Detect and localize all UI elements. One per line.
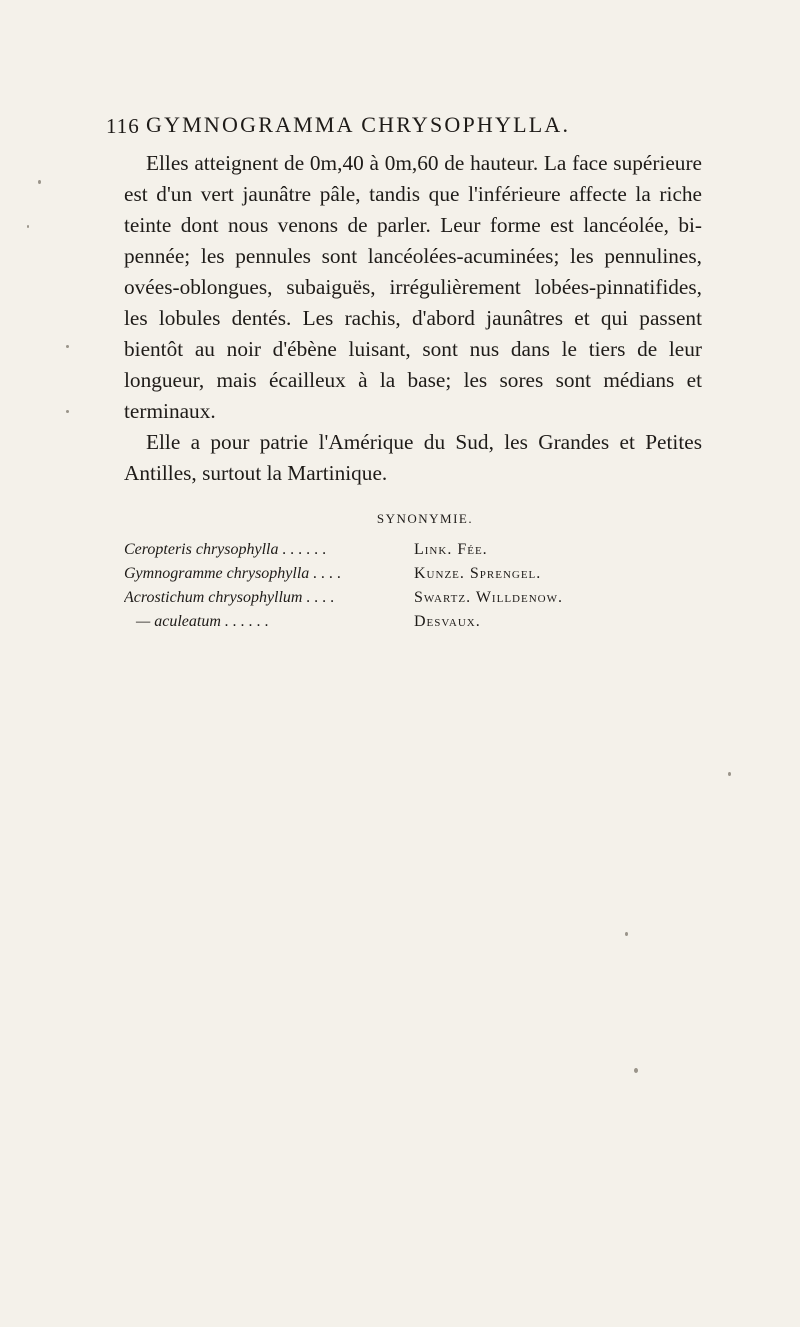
paper-speck — [634, 1068, 638, 1073]
synonym-authors: Swartz. Willdenow. — [414, 589, 563, 606]
synonym-name: Gymnogramme chrysophylla . . . . — [124, 565, 342, 582]
paper-speck — [625, 932, 628, 936]
synonym-row — [124, 562, 724, 586]
synonym-row — [124, 538, 724, 562]
paper-speck — [66, 410, 69, 413]
synonym-authors: Desvaux. — [414, 613, 481, 630]
paper-speck — [38, 180, 41, 184]
page-number: 116 — [106, 114, 140, 138]
paragraph-description: Elles atteignent de 0m,40 à 0m,60 de hauteur. La face supérieure est d'un vert jaunâtre pâle, tandis que l'inférieure affecte la riche teinte dont nous venons de parler. Leur forme est lancéolée, bi-pennée; les pennules sont lancéolées-acuminées; les pennulines, ovées-oblongues, subaiguës, irrégulièrement lobées-pinnatifides, les lobules dentés. Les rachis, d'abord jaunâtres et qui passent bientôt au noir d'ébène luisant, sont nus dans le tiers de leur longueur, mais écailleux à la base; les sores sont médians et terminaux. — [124, 151, 702, 423]
synonym-name — [124, 610, 414, 634]
synonym-row — [124, 586, 724, 610]
synonym-name-text: — aculeatum . . . . . . — [136, 613, 269, 630]
synonymie-list — [124, 538, 724, 634]
synonym-row — [124, 610, 724, 634]
running-title: GYMNOGRAMMA CHRYSOPHYLLA. — [146, 112, 571, 137]
synonymie-heading: SYNONYMIE. — [376, 511, 474, 526]
paper-speck — [27, 225, 29, 228]
paragraph-habitat: Elle a pour patrie l'Amérique du Sud, les Grandes et Petites Antilles, surtout la Martinique. — [124, 430, 702, 485]
body-text — [124, 148, 702, 489]
synonym-authors: Link. Fée. — [414, 541, 488, 558]
paper-speck — [728, 772, 731, 776]
synonym-name: Acrostichum chrysophyllum . . . . — [124, 589, 335, 606]
running-head — [106, 112, 706, 142]
synonym-name: Ceropteris chrysophylla . . . . . . — [124, 541, 327, 558]
paper-speck — [66, 345, 69, 348]
synonym-authors: Kunze. Sprengel. — [414, 565, 542, 582]
